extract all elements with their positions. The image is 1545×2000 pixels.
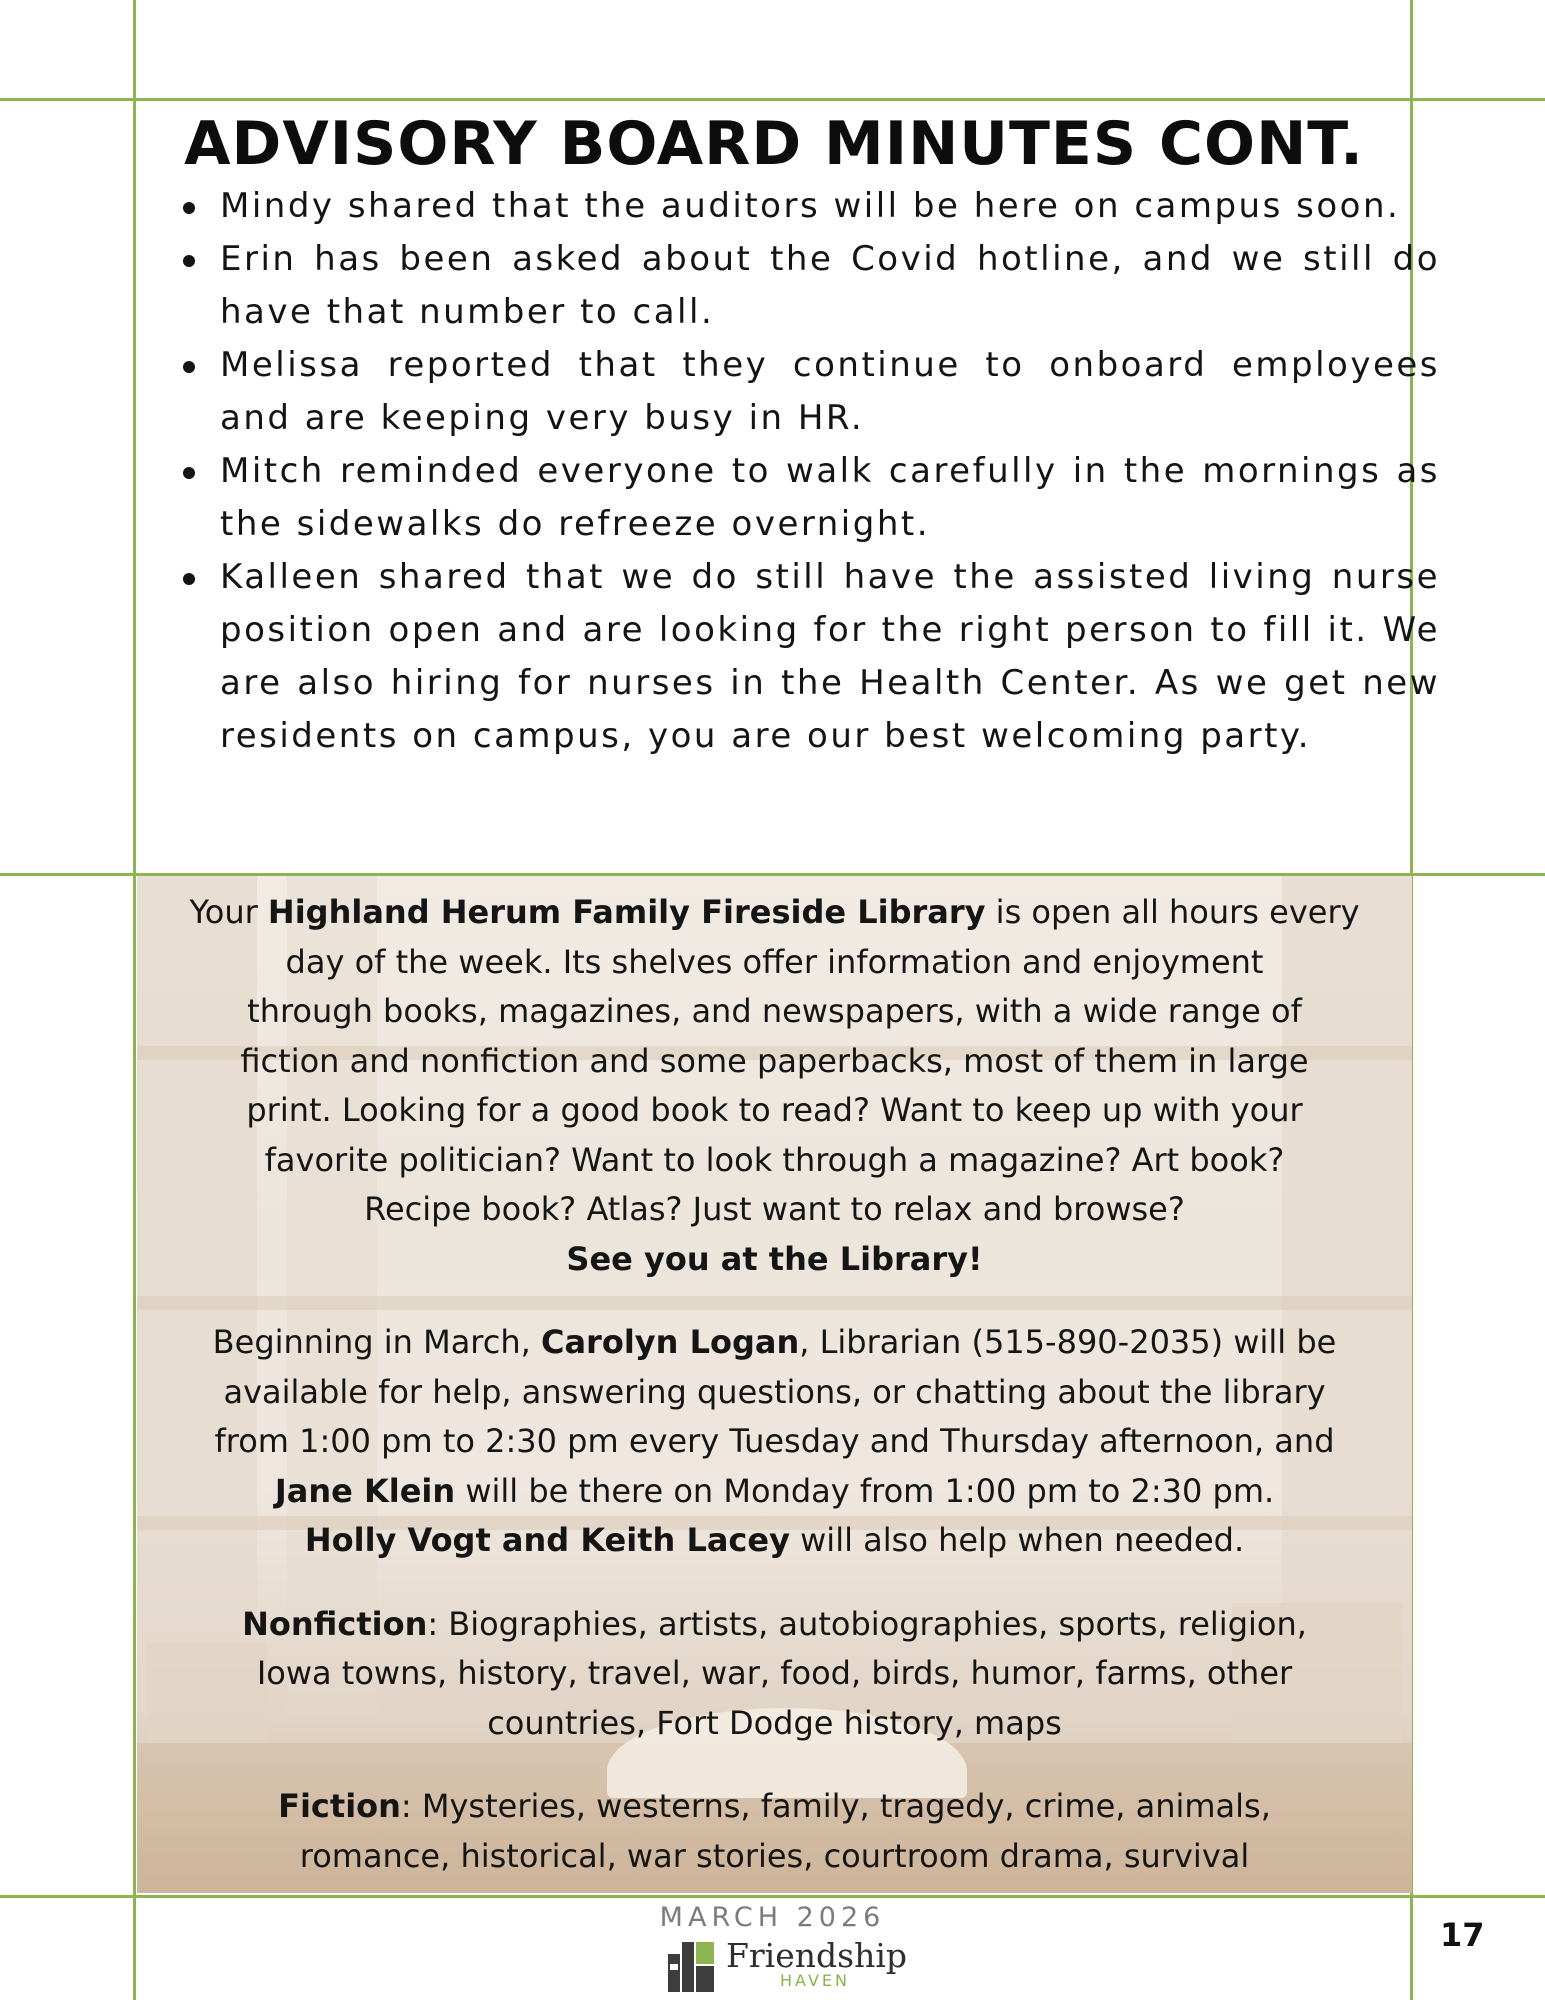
nonfiction-line: : Biographies, artists, autobiographies, sports, religion, — [427, 1604, 1307, 1643]
nonfiction-genres — [137, 1600, 1412, 1749]
library-intro — [137, 888, 1412, 1284]
intro-line: print. Looking for a good book to read? Want to keep up with your — [246, 1091, 1303, 1129]
minutes-item: Kalleen shared that we do still have the assisted living nurse position open and are looking for the right person to fill it. We are also hiring for nurses in the Health Center. As we get new residents on campus, you are our best welcoming party. — [220, 551, 1440, 763]
fiction-line: romance, historical, war stories, courtroom drama, survival — [299, 1836, 1250, 1875]
friendship-haven-logo — [668, 1936, 908, 1996]
staff-line: will also help when needed. — [789, 1521, 1245, 1559]
intro-line: Recipe book? Atlas? Just want to relax and browse? — [364, 1190, 1185, 1228]
minutes-item: Mindy shared that the auditors will be here on campus soon. — [220, 180, 1440, 233]
frame-line-top — [0, 98, 1545, 101]
other-helpers: Holly Vogt and Keith Lacey — [304, 1521, 790, 1559]
frame-line-bottom — [0, 1895, 1545, 1898]
library-section — [137, 876, 1412, 1893]
fiction-genres — [137, 1782, 1412, 1881]
page-title: ADVISORY BOARD MINUTES CONT. — [184, 109, 1364, 179]
library-name: Highland Herum Family Fireside Library — [267, 893, 986, 931]
logo-name: Friendship — [726, 1936, 908, 1975]
library-staff-info — [137, 1318, 1412, 1566]
minutes-item: Erin has been asked about the Covid hotline, and we still do have that number to call. — [220, 233, 1440, 339]
helper-name: Jane Klein — [274, 1471, 456, 1510]
fiction-line: : Mysteries, westerns, family, tragedy, crime, animals, — [400, 1787, 1271, 1825]
staff-line: from 1:00 pm to 2:30 pm every Tuesday and Thursday afternoon, and — [214, 1422, 1335, 1460]
page-number: 17 — [1440, 1916, 1485, 1954]
logo-mark-icon — [668, 1942, 714, 1992]
staff-line: will be there on Monday from 1:00 pm to 2:30 pm. — [455, 1471, 1275, 1510]
intro-line: through books, magazines, and newspapers, with a wide range of — [247, 992, 1302, 1030]
intro-line: day of the week. Its shelves offer information and enjoyment — [285, 942, 1264, 981]
library-text — [137, 888, 1412, 1881]
library-closing: See you at the Library! — [566, 1239, 983, 1278]
intro-prefix: Your — [189, 893, 268, 931]
nonfiction-label: Nonfiction — [242, 1604, 428, 1643]
logo-subtitle: HAVEN — [780, 1971, 850, 1990]
nonfiction-line: Iowa towns, history, travel, war, food, birds, humor, farms, other — [256, 1654, 1293, 1692]
minutes-list — [170, 180, 1440, 763]
minutes-item: Melissa reported that they continue to onboard employees and are keeping very busy in HR. — [220, 339, 1440, 445]
frame-line-left — [133, 0, 136, 2000]
nonfiction-line: countries, Fort Dodge history, maps — [487, 1703, 1062, 1742]
staff-line: , Librarian (515-890-2035) will be — [799, 1323, 1337, 1361]
intro-line: favorite politician? Want to look through a magazine? Art book? — [264, 1140, 1285, 1179]
minutes-item: Mitch reminded everyone to walk carefully in the mornings as the sidewalks do refreeze overnight. — [220, 445, 1440, 551]
fiction-label: Fiction — [278, 1787, 401, 1825]
librarian-name: Carolyn Logan — [540, 1323, 800, 1361]
intro-line: is open all hours every — [985, 893, 1360, 931]
footer-month: MARCH 2026 — [659, 1902, 886, 1933]
staff-line: available for help, answering questions, or chatting about the library — [223, 1372, 1326, 1411]
staff-line: Beginning in March, — [212, 1323, 541, 1361]
intro-line: fiction and nonfiction and some paperbacks, most of them in large — [240, 1041, 1309, 1080]
